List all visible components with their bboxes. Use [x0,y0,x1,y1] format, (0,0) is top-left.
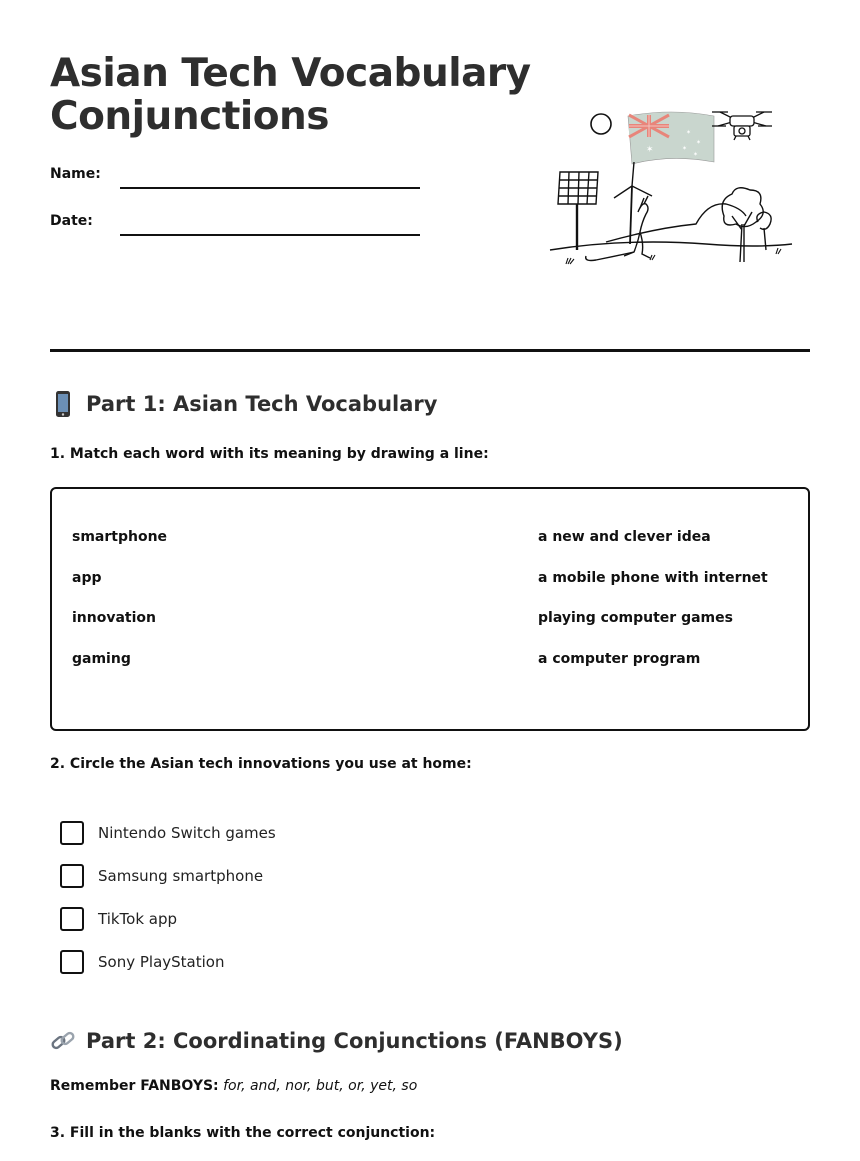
matching-box [50,487,810,731]
fanboys-list: for, and, nor, but, or, yet, so [223,1078,418,1094]
option-label: TikTok app [98,910,178,928]
question-2: 2. Circle the Asian tech innovations you use at home: [50,756,472,772]
part1-title: Part 1: Asian Tech Vocabulary [86,392,438,416]
sun-icon [591,114,611,134]
page-title [50,52,530,138]
svg-text:✶: ✶ [646,145,654,155]
option-label: Nintendo Switch games [98,824,276,842]
part1-heading [50,390,437,418]
solar-panel-icon [558,172,598,250]
option-row [60,864,263,888]
match-meaning[interactable]: a computer program [538,651,701,667]
drone-icon [712,112,772,140]
kangaroo-icon [586,196,650,261]
match-meaning[interactable]: playing computer games [538,610,733,626]
option-label: Samsung smartphone [98,867,264,885]
date-label: Date: [50,213,93,229]
tree-icon [722,188,771,262]
name-field[interactable] [120,187,420,189]
match-meaning[interactable]: a mobile phone with internet [538,570,768,586]
match-word[interactable]: app [72,570,102,586]
match-meaning[interactable]: a new and clever idea [538,529,711,545]
option-checkbox[interactable] [60,950,84,974]
australian-flag-icon [628,112,714,164]
part2-title: Part 2: Coordinating Conjunctions (FANBOYS) [86,1029,623,1053]
option-label: Sony PlayStation [98,953,225,971]
match-word[interactable]: innovation [72,610,156,626]
question-3: 3. Fill in the blanks with the correct conjunction: [50,1125,436,1141]
svg-text:✶: ✶ [682,145,688,152]
option-row [60,821,276,845]
svg-text:✶: ✶ [696,139,702,146]
question-1: 1. Match each word with its meaning by drawing a line: [50,446,489,462]
section-divider [50,349,810,352]
australia-tech-illustration [546,104,796,274]
fanboys-label: Remember FANBOYS: [50,1078,219,1094]
link-icon [50,1027,76,1055]
name-label: Name: [50,166,101,182]
option-checkbox[interactable] [60,864,84,888]
option-row [60,907,177,931]
smartphone-icon [50,390,76,418]
option-checkbox[interactable] [60,821,84,845]
date-field[interactable] [120,234,420,236]
part2-heading [50,1027,623,1055]
match-word[interactable]: gaming [72,651,131,667]
fanboys-reminder [50,1078,417,1094]
title-line-1: Asian Tech Vocabulary [50,51,531,96]
svg-text:✶: ✶ [686,129,692,136]
svg-text:✶: ✶ [693,151,699,158]
option-checkbox[interactable] [60,907,84,931]
match-word[interactable]: smartphone [72,529,168,545]
option-row [60,950,224,974]
title-line-2: Conjunctions [50,94,329,139]
